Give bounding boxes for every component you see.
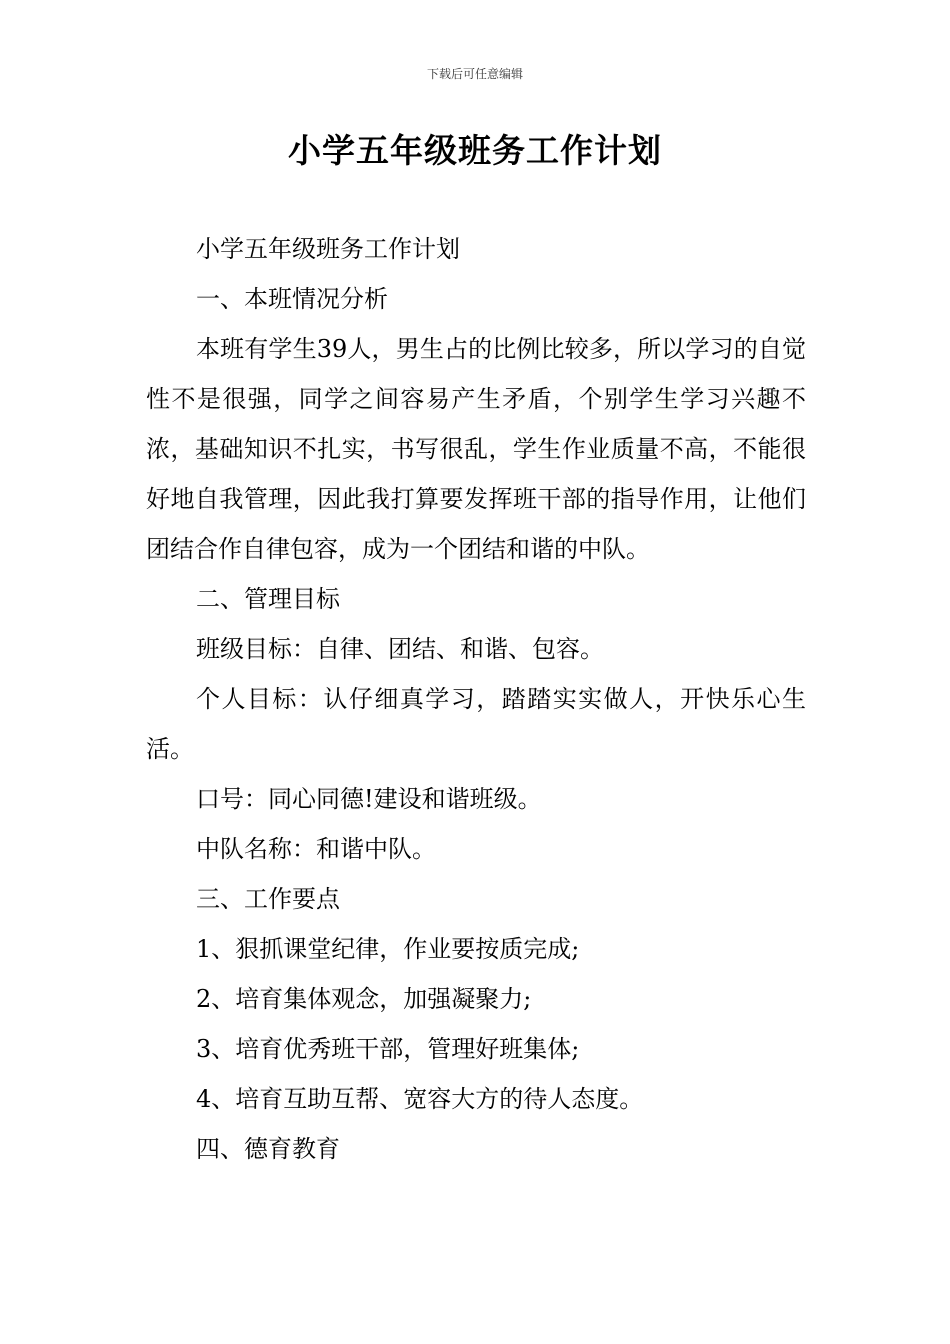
document-title: 小学五年级班务工作计划: [288, 131, 662, 170]
list-item: 3、培育优秀班干部，管理好班集体;: [196, 1035, 580, 1063]
document-body: [146, 224, 806, 1174]
section-heading-3: 三、工作要点: [196, 885, 340, 913]
paragraph-squad-name: 中队名称：和谐中队。: [196, 835, 436, 863]
header-note: 下载后可任意编辑: [426, 67, 523, 81]
paragraph-class-analysis: 本班有学生39人，男生占的比例比较多，所以学习的自觉性不是很强，同学之间容易产生矛盾，个别学生学习兴趣不浓，基础知识不扎实，书写很乱，学生作业质量不高，不能很好地自我管理，因此我打算要发挥班干部的指导作用，让他们团结合作自律包容，成为一个团结和谐的中队。: [146, 335, 806, 563]
paragraph-slogan: 口号：同心同德!建设和谐班级。: [196, 785, 542, 813]
section-heading-4: 四、德育教育: [196, 1135, 340, 1163]
paragraph-class-goal: 班级目标：自律、团结、和谐、包容。: [196, 635, 604, 663]
list-item: 4、培育互助互帮、宽容大方的待人态度。: [196, 1085, 644, 1113]
section-heading-1: 一、本班情况分析: [196, 285, 388, 313]
section-heading-2: 二、管理目标: [196, 585, 340, 613]
paragraph-personal-goal: 个人目标：认仔细真学习，踏踏实实做人，开快乐心生活。: [146, 685, 806, 763]
list-item: 2、培育集体观念，加强凝聚力;: [196, 985, 532, 1013]
paragraph-subtitle: 小学五年级班务工作计划: [196, 235, 460, 263]
list-item: 1、狠抓课堂纪律，作业要按质完成;: [196, 935, 580, 963]
